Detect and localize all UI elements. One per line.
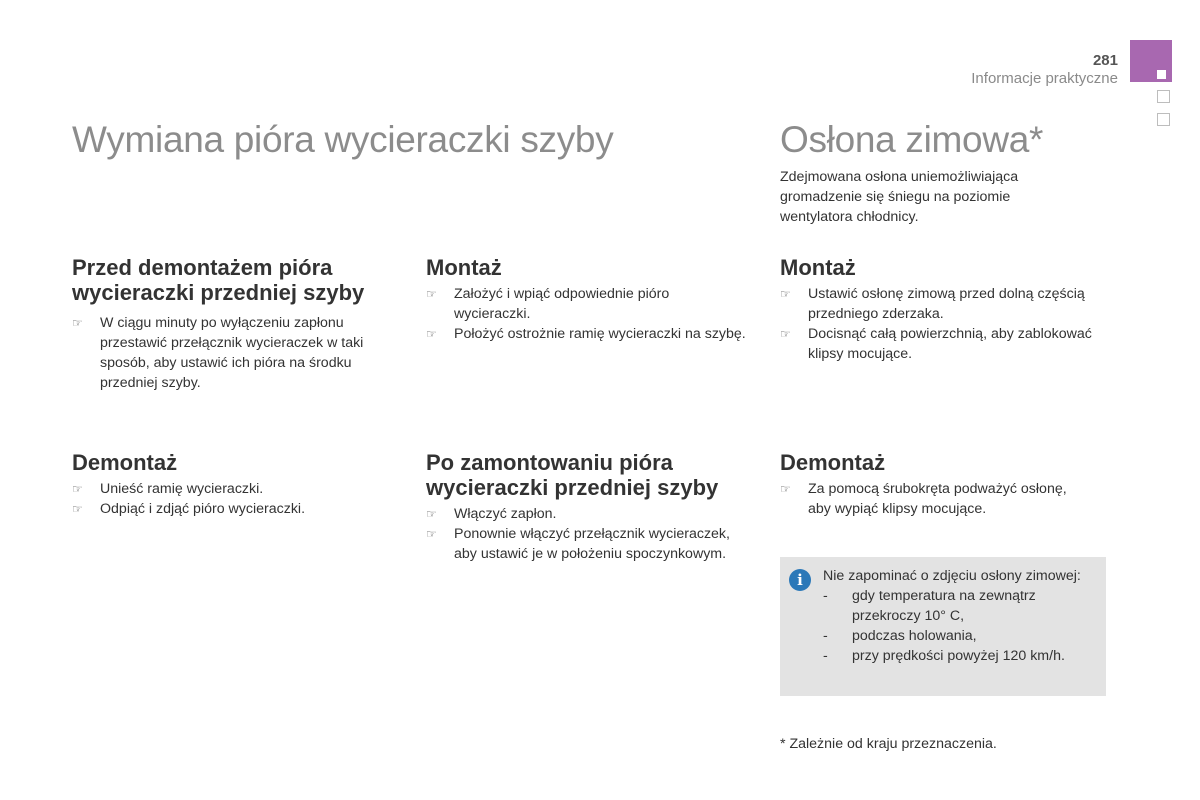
list-item: ☞ Unieść ramię wycieraczki.	[72, 481, 264, 497]
pointing-hand-icon: ☞	[426, 327, 437, 341]
removal-list	[72, 479, 412, 519]
list-item: ☞ Założyć i wpiąć odpowiednie pióro wycieraczki.	[426, 286, 670, 322]
mounting-list	[426, 284, 746, 344]
before-removal-section	[72, 255, 412, 393]
before-removal-list	[72, 313, 412, 393]
pointing-hand-icon: ☞	[426, 287, 437, 301]
winter-removal-section	[780, 450, 1080, 519]
before-removal-heading	[72, 255, 412, 305]
info-icon: i	[789, 569, 811, 591]
after-mounting-heading-line1: Po zamontowaniu pióra	[426, 450, 673, 475]
info-intro: Nie zapominać o zdjęciu osłony zimowej:	[823, 568, 1081, 584]
after-mounting-heading-line2: wycieraczki przedniej szyby	[426, 475, 719, 500]
dash-marker: -	[823, 648, 828, 664]
list-item: ☞ Za pomocą śrubokręta podważyć osłonę, aby wypiąć klipsy mocujące.	[780, 481, 1067, 517]
list-item: ☞ W ciągu minuty po wyłączeniu zapłonu przestawić przełącznik wycieraczek w taki sposób, aby ustawić ich pióra na środku przedniej szyby.	[72, 315, 364, 391]
list-item: ☞ Odpiąć i zdjąć pióro wycieraczki.	[72, 501, 306, 517]
list-item: ☞ Położyć ostrożnie ramię wycieraczki na szybę.	[426, 326, 746, 342]
pointing-hand-icon: ☞	[72, 482, 83, 496]
removal-section	[72, 450, 412, 519]
pointing-hand-icon: ☞	[426, 507, 437, 521]
before-removal-heading-line1: Przed demontażem pióra	[72, 255, 333, 280]
mounting-section	[426, 255, 746, 344]
list-item: - gdy temperatura na zewnątrz przekroczy 10° C,	[823, 588, 1036, 624]
removal-heading: Demontaż	[72, 450, 178, 475]
winter-mounting-list	[780, 284, 1100, 364]
info-box	[780, 557, 1106, 696]
after-mounting-section	[426, 450, 766, 564]
list-item: - przy prędkości powyżej 120 km/h.	[823, 648, 1065, 664]
winter-cover-title: Osłona zimowa*	[780, 119, 1044, 160]
list-item: ☞ Ustawić osłonę zimową przed dolną częścią przedniego zderzaka.	[780, 286, 1085, 322]
pointing-hand-icon: ☞	[780, 287, 791, 301]
section-tab-empty-2	[1157, 113, 1170, 126]
winter-removal-heading: Demontaż	[780, 450, 886, 475]
winter-mounting-heading: Montaż	[780, 255, 856, 280]
list-item: ☞ Ponownie włączyć przełącznik wycieraczek, aby ustawić je w położeniu spoczynkowym.	[426, 526, 730, 562]
info-list	[823, 586, 1094, 666]
footnote: * Zależnie od kraju przeznaczenia.	[780, 736, 997, 752]
pointing-hand-icon: ☞	[72, 316, 83, 330]
pointing-hand-icon: ☞	[780, 327, 791, 341]
section-label: Informacje praktyczne	[971, 70, 1118, 87]
dash-marker: -	[823, 628, 828, 644]
dash-marker: -	[823, 588, 828, 604]
pointing-hand-icon: ☞	[780, 482, 791, 496]
mounting-heading: Montaż	[426, 255, 502, 280]
pointing-hand-icon: ☞	[426, 527, 437, 541]
list-item: - podczas holowania,	[823, 628, 977, 644]
page-title: Wymiana pióra wycieraczki szyby	[72, 119, 614, 160]
after-mounting-list	[426, 504, 746, 564]
after-mounting-heading	[426, 450, 766, 500]
pointing-hand-icon: ☞	[72, 502, 83, 516]
section-tab-empty-1	[1157, 90, 1170, 103]
winter-cover-intro: Zdejmowana osłona uniemożliwiająca gromadzenie się śniegu na poziomie wentylatora chłodnicy.	[780, 169, 1019, 225]
winter-mounting-section	[780, 255, 1100, 364]
list-item: ☞ Włączyć zapłon.	[426, 506, 557, 522]
winter-removal-list	[780, 479, 1080, 519]
page-number: 281	[1092, 52, 1118, 69]
section-tab-active	[1130, 40, 1172, 82]
before-removal-heading-line2: wycieraczki przedniej szyby	[72, 280, 365, 305]
list-item: ☞ Docisnąć całą powierzchnią, aby zablokować klipsy mocujące.	[780, 326, 1092, 362]
